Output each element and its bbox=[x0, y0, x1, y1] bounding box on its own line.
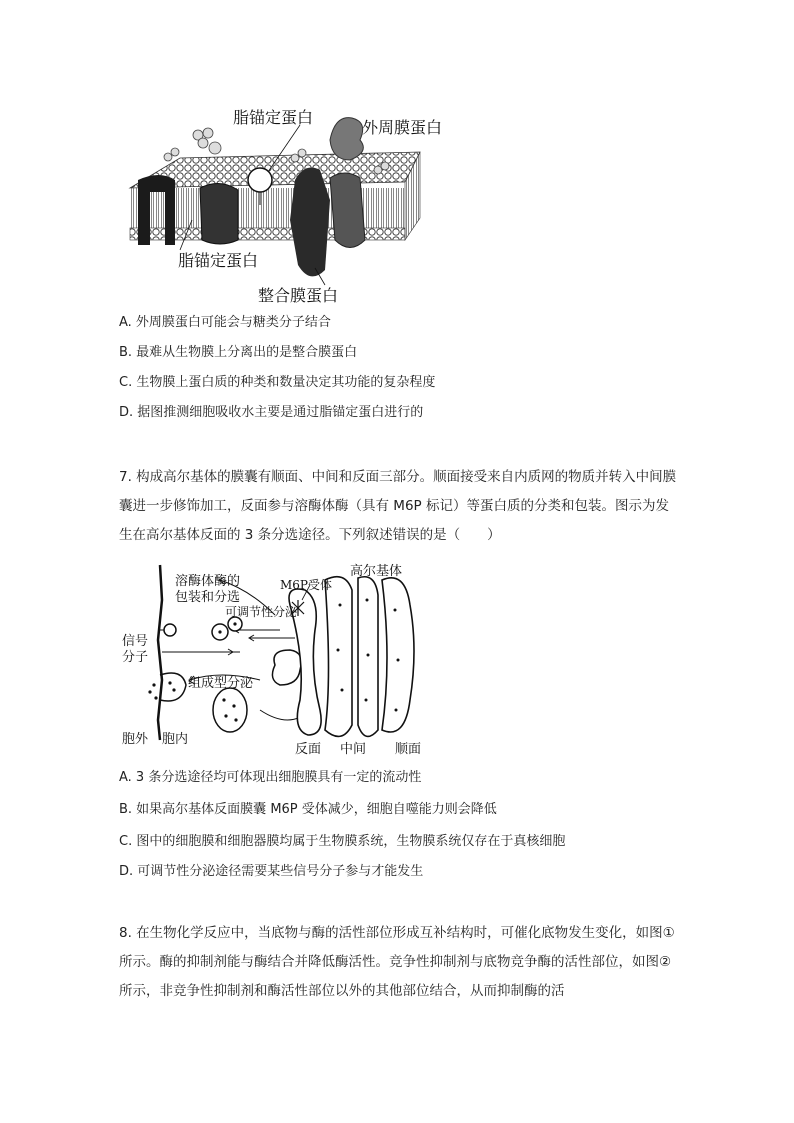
label-trans: 反面 bbox=[295, 742, 322, 757]
membrane-figure bbox=[120, 100, 500, 310]
label-regulated-secretion: 可调节性分泌 bbox=[225, 605, 298, 619]
label-integral: 整合膜蛋白 bbox=[258, 286, 339, 305]
cisterna-medial-1 bbox=[325, 577, 352, 737]
label-m6p-receptor: M6P受体 bbox=[280, 578, 332, 592]
q6-option-a: A. 外周膜蛋白可能会与糖类分子结合 bbox=[119, 315, 331, 330]
q8-stem: 8. 在生物化学反应中，当底物与酶的活性部位形成互补结构时，可催化底物发生变化，如图①所示。酶的抑制剂能与酶结合并降低酶活性。竞争性抑制剂与底物竞争酶的活性部位，如图②所示，非竞争性抑制剂和酶活性部位以外的其他部位结合，从而抑制酶的活 bbox=[119, 925, 675, 999]
label-inside: 胞内 bbox=[162, 732, 189, 747]
q7-option-c: C. 图中的细胞膜和细胞器膜均属于生物膜系统，生物膜系统仅存在于真核细胞 bbox=[119, 834, 566, 849]
label-lysosome-line2: 包装和分选 bbox=[175, 590, 241, 605]
q7-option-b: B. 如果高尔基体反面膜囊 M6P 受体减少，细胞自噬能力则会降低 bbox=[119, 802, 497, 817]
cisterna-cis bbox=[382, 578, 414, 732]
q6-option-d: D. 据图推测细胞吸收水主要是通过脂锚定蛋白进行的 bbox=[119, 405, 424, 420]
golgi-cisternae bbox=[289, 577, 414, 737]
label-outside: 胞外 bbox=[122, 732, 149, 747]
q7-option-d: D. 可调节性分泌途径需要某些信号分子参与才能发生 bbox=[119, 864, 424, 879]
label-golgi: 高尔基体 bbox=[350, 564, 403, 579]
label-constitutive-secretion: 组成型分泌 bbox=[188, 676, 254, 691]
label-lysosome-line1: 溶酶体酶的 bbox=[175, 574, 241, 589]
label-signal-line2: 分子 bbox=[122, 650, 149, 665]
golgi-figure bbox=[120, 560, 430, 760]
plasma-membrane bbox=[158, 565, 162, 740]
label-medial: 中间 bbox=[340, 742, 367, 757]
label-lipid-anchored-top: 脂锚定蛋白 bbox=[233, 108, 314, 127]
q7-stem: 7. 构成高尔基体的膜囊有顺面、中间和反面三部分。顺面接受来自内质网的物质并转入中间膜囊进一步修饰加工，反面参与溶酶体酶（具有 M6P 标记）等蛋白质的分类和包装。图示为发生在高尔基体反面的 3 条分选途径。下列叙述错误的是（ ） bbox=[119, 469, 677, 543]
vesicle-signal bbox=[164, 624, 176, 636]
membrane-diagram bbox=[120, 100, 500, 310]
label-lipid-anchored-bottom: 脂锚定蛋白 bbox=[178, 251, 259, 270]
vesicle-constitutive bbox=[213, 688, 247, 732]
label-signal-line1: 信号 bbox=[122, 634, 149, 649]
label-peripheral: 外周膜蛋白 bbox=[362, 118, 443, 137]
peripheral-protein bbox=[330, 118, 363, 160]
q6-option-c: C. 生物膜上蛋白质的种类和数量决定其功能的复杂程度 bbox=[119, 375, 436, 390]
integral-protein bbox=[290, 168, 330, 277]
label-cis: 顺面 bbox=[395, 742, 422, 757]
q7-option-a: A. 3 条分选途径均可体现出细胞膜具有一定的流动性 bbox=[119, 770, 422, 785]
q6-option-b: B. 最难从生物膜上分离出的是整合膜蛋白 bbox=[119, 345, 358, 360]
lipid-anchored-protein-block bbox=[200, 183, 238, 244]
